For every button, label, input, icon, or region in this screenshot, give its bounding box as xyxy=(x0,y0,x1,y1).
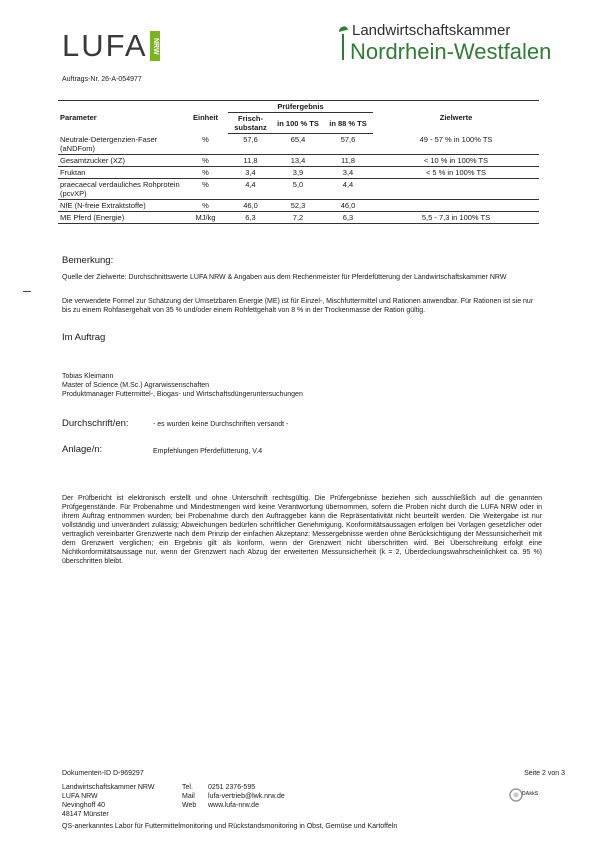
table-row xyxy=(58,166,539,178)
unit-cell: % xyxy=(183,199,228,211)
dakks-text: DAkkS xyxy=(522,791,539,797)
param-cell: praecaecal verdauliches Rohprotein (pcvXP) xyxy=(58,178,183,199)
table-row xyxy=(58,178,539,199)
ts88-cell: 11,8 xyxy=(323,154,373,166)
qs-certification-line: QS-anerkanntes Labor für Futtermittelmonitoring und Rückstandsmonitoring in Obst, Gemüse und Kartoffeln xyxy=(62,823,398,830)
param-cell: Gesamtzucker (XZ) xyxy=(58,154,183,166)
fresh-cell: 57,6 xyxy=(228,134,273,155)
remarks-source: Quelle der Zielwerte: Durchschnittswerte LUFA NRW & Angaben aus dem Rechenmeister für Pferdefütterung der Landwirtschaftskammer NRW xyxy=(62,274,507,281)
contact-web-link[interactable]: www.lufa-nrw.de xyxy=(208,802,259,809)
ts100-cell: 5,0 xyxy=(273,178,323,199)
param-cell: Fruktan xyxy=(58,166,183,178)
target-cell: < 5 % in 100% TS xyxy=(373,166,539,178)
col-header-parameter: Parameter xyxy=(58,101,183,134)
table-row xyxy=(58,199,539,211)
contact-labels xyxy=(182,783,196,810)
dakks-seal-icon xyxy=(508,785,540,811)
results-table-body xyxy=(58,134,539,224)
fresh-cell: 6,3 xyxy=(228,211,273,223)
ts88-cell: 57,6 xyxy=(323,134,373,155)
page-number: Seite 2 von 3 xyxy=(524,770,565,777)
col-header-88ts: in 88 % TS xyxy=(323,113,373,134)
address-line: LUFA NRW xyxy=(62,793,98,800)
col-header-target: Zielwerte xyxy=(373,101,539,134)
org-name-line2: Nordrhein-Westfalen xyxy=(350,39,552,64)
contact-email-link[interactable]: lufa-vertrieb@lwk.nrw.de xyxy=(208,793,285,800)
unit-cell: % xyxy=(183,178,228,199)
signatory-name: Tobias Kleimann xyxy=(62,373,114,380)
nrw-logo-tag: NRW xyxy=(150,31,160,61)
col-header-100ts: in 100 % TS xyxy=(273,113,323,134)
ts100-cell: 65,4 xyxy=(273,134,323,155)
copies-label: Durchschrift/en: xyxy=(62,418,129,429)
target-cell xyxy=(373,199,539,211)
ts88-cell: 46,0 xyxy=(323,199,373,211)
param-cell: NfE (N-freie Extraktstoffe) xyxy=(58,199,183,211)
address-line: Nevinghoff 40 xyxy=(62,802,106,809)
order-number: Auftrags-Nr. 26-A-054977 xyxy=(62,76,142,83)
ts100-cell: 13,4 xyxy=(273,154,323,166)
lufa-logo: LUFA xyxy=(62,28,148,63)
param-cell: Neutrale-Detergenzien-Faser (aNDFom) xyxy=(58,134,183,155)
col-header-fresh: Frisch- substanz xyxy=(228,113,273,134)
margin-dash xyxy=(23,291,31,292)
unit-cell: MJ/kg xyxy=(183,211,228,223)
contact-label-tel: Tel. xyxy=(182,784,193,791)
attachments-label: Anlage/n: xyxy=(62,444,103,455)
on-behalf-label: Im Auftrag xyxy=(62,332,106,343)
table-row xyxy=(58,134,539,155)
fresh-cell: 4,4 xyxy=(228,178,273,199)
unit-cell: % xyxy=(183,134,228,155)
remarks-title: Bemerkung: xyxy=(62,255,114,266)
ts100-cell: 52,3 xyxy=(273,199,323,211)
fresh-cell: 3,4 xyxy=(228,166,273,178)
fresh-cell: 11,8 xyxy=(228,154,273,166)
document-id: Dokumenten-ID D-969297 xyxy=(62,770,144,777)
target-cell: < 10 % in 100% TS xyxy=(373,154,539,166)
ts88-cell: 4,4 xyxy=(323,178,373,199)
ts100-cell: 7,2 xyxy=(273,211,323,223)
lwk-leaf-logo-icon xyxy=(337,24,350,60)
table-row xyxy=(58,211,539,223)
table-row xyxy=(58,154,539,166)
target-cell: 5,5 - 7,3 in 100% TS xyxy=(373,211,539,223)
results-table xyxy=(58,100,539,224)
target-cell: 49 - 57 % in 100% TS xyxy=(373,134,539,155)
address-line: 48147 Münster xyxy=(62,811,109,818)
remarks-formula: Die verwendete Formel zur Schätzung der Umsetzbaren Energie (ME) ist für Einzel-, Mischfuttermittel und Rationen anwendbar. Für Rationen ist sie nur bis zu einem Rohfasergehalt von 35 % und/oder einem Rohfettgehalt von 8 % in der Trockenmasse der Ration gültig. xyxy=(62,298,534,314)
copies-value: - es wurden keine Durchschriften versandt - xyxy=(153,421,289,428)
signatory-degree: Master of Science (M.Sc.) Agrarwissenschaften xyxy=(62,382,210,389)
contact-label-web: Web xyxy=(182,802,197,809)
ts100-cell: 3,9 xyxy=(273,166,323,178)
col-header-unit: Einheit xyxy=(183,101,228,134)
ts88-cell: 3,4 xyxy=(323,166,373,178)
param-cell: ME Pferd (Energie) xyxy=(58,211,183,223)
unit-cell: % xyxy=(183,154,228,166)
contact-phone: 0251 2376-595 xyxy=(208,784,256,791)
signatory-block xyxy=(62,372,303,399)
footer-address xyxy=(62,783,154,819)
legal-disclaimer: Der Prüfbericht ist elektronisch erstellt und ohne Unterschrift rechtsgültig. Die Prüfergebnisse beziehen sich ausschließlich auf die genannten Prüfgegenstände. Für Probenahme und Mindestmengen wird keine Verantwortung übernommen, sofern die Proben nicht durch die LUFA NRW oder in ihrem Auftrag entnommen wurden; bei Probenahme durch den Auftraggeber kann die Repräsentativität nicht beurteilt werden. Die Weitergabe ist nur vollständig und unverändert zulässig; Abweichungen bedürfen schriftlicher Genehmigung. Konformitätsaussagen erfolgen bei Vorlagen gesetzlicher oder vertraglich vereinbarter Grenzwerte nach dem Prinzip der einfachen Akzeptanz: Messergebnisse werden ohne Berücksichtigung der Messunsicherheit mit dem Grenzwert verglichen; ein Ergebnis gilt als konform, wenn der Grenzwert nicht überschritten wird. Bei Überschreitung erfolgt eine Nichtkonformitätsaussage nur, wenn der Grenzwert nach Abzug der erweiterten Messunsicherheit (k = 2, Überdeckungswahrscheinlichkeit ca. 95 %) überschritten bleibt. xyxy=(62,495,542,565)
unit-cell: % xyxy=(183,166,228,178)
col-header-result-group: Prüfergebnis xyxy=(228,101,373,113)
attachments-value: Empfehlungen Pferdefütterung, V.4 xyxy=(153,448,263,455)
contact-values xyxy=(208,783,285,810)
target-cell xyxy=(373,178,539,199)
signatory-role: Produktmanager Futtermittel-, Biogas- und Wirtschaftsdüngeruntersuchungen xyxy=(62,391,303,398)
ts88-cell: 6,3 xyxy=(323,211,373,223)
org-name-line1: Landwirtschaftskammer xyxy=(352,22,511,39)
address-line: Landwirtschaftskammer NRW xyxy=(62,784,155,791)
dakks-accreditation-logo xyxy=(508,785,540,811)
contact-label-mail: Mail xyxy=(182,793,195,800)
fresh-cell: 46,0 xyxy=(228,199,273,211)
